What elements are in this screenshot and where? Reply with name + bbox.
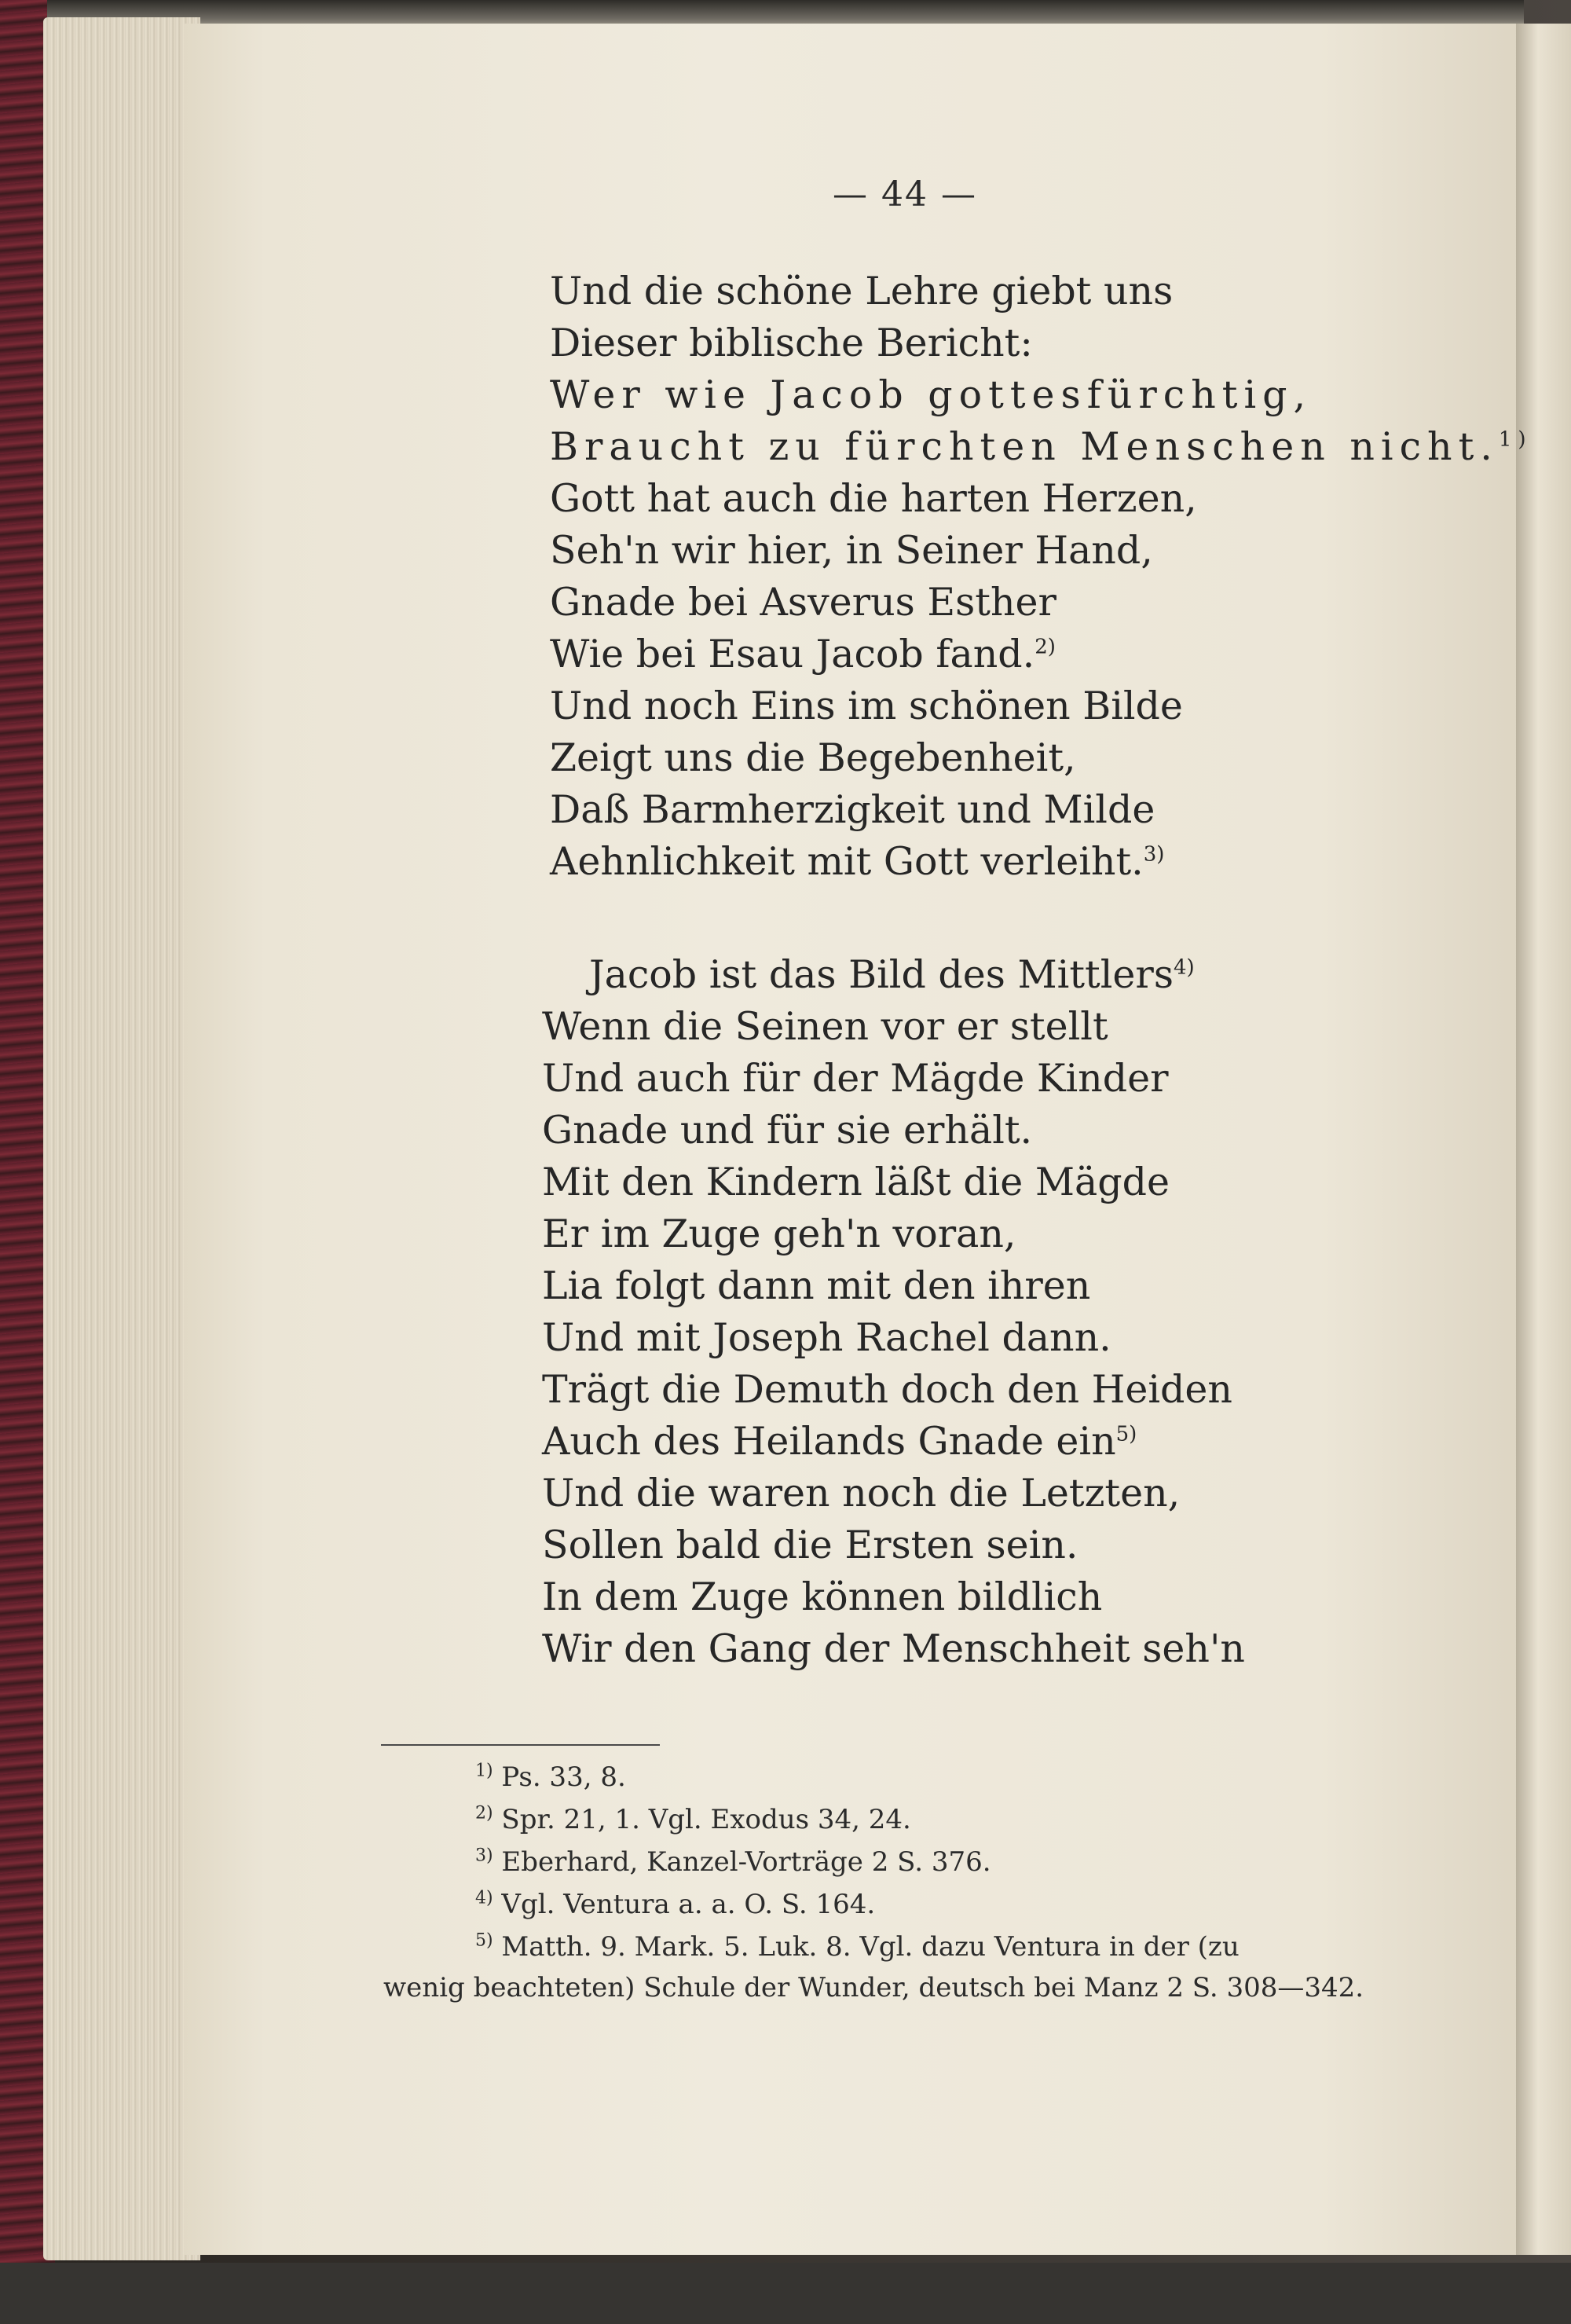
footnote-mark: 2)	[1035, 635, 1056, 659]
footnote-mark: 4)	[1173, 955, 1195, 980]
footnote: wenig beachteten) Schule der Wunder, deutsch bei Manz 2 S. 308—342.	[383, 1972, 1364, 2003]
poem-line: Gott hat auch die harten Herzen,	[550, 476, 1197, 521]
footnote: $^{5)}$ Matth. 9. Mark. 5. Luk. 8. Vgl. dazu Ventura in der (zu	[475, 1930, 1240, 1963]
poem-line: Er im Zuge geh'n voran,	[542, 1211, 1016, 1256]
footnote: $^{2)}$ Spr. 21, 1. Vgl. Exodus 34, 24.	[475, 1803, 911, 1835]
poem-line: Aehnlichkeit mit Gott verleiht.$^{3)}$	[550, 839, 1165, 884]
poem-line: Und noch Eins im schönen Bilde	[550, 684, 1183, 728]
poem-line: Zeigt uns die Begebenheit,	[550, 735, 1076, 780]
footnote-mark: 5)	[1115, 1422, 1137, 1446]
poem-line: Braucht zu fürchten Menschen nicht.$^{1)}$	[550, 424, 1533, 469]
footnote-mark: 1)	[1498, 427, 1533, 452]
poem-line: Und die schöne Lehre giebt uns	[550, 269, 1174, 313]
poem-line: In dem Zuge können bildlich	[542, 1574, 1103, 1619]
poem-line: Wie bei Esau Jacob fand.$^{2)}$	[550, 632, 1056, 676]
poem-line: Und auch für der Mägde Kinder	[542, 1056, 1169, 1101]
poem-line: Daß Barmherzigkeit und Milde	[550, 787, 1155, 832]
poem-line: Lia folgt dann mit den ihren	[542, 1263, 1091, 1308]
footnote: $^{4)}$ Vgl. Ventura a. a. O. S. 164.	[475, 1888, 876, 1920]
poem-line: Und die waren noch die Letzten,	[542, 1471, 1181, 1516]
poem-line: Auch des Heilands Gnade ein$^{5)}$	[542, 1419, 1137, 1464]
poem-line: Mit den Kindern läßt die Mägde	[542, 1160, 1170, 1204]
page-number: — 44 —	[833, 174, 977, 214]
poem-line: Wenn die Seinen vor er stellt	[542, 1004, 1108, 1049]
footnote: $^{3)}$ Eberhard, Kanzel-Vorträge 2 S. 376.	[475, 1846, 991, 1878]
poem-line: Wir den Gang der Menschheit seh'n	[542, 1626, 1245, 1671]
poem-line: Wer wie Jacob gottesfürchtig,	[550, 372, 1313, 417]
footnote: $^{1)}$ Ps. 33, 8.	[475, 1761, 626, 1793]
poem-line: Jacob ist das Bild des Mittlers$^{4)}$	[589, 952, 1195, 997]
poem-line: Trägt die Demuth doch den Heiden	[542, 1367, 1232, 1412]
poem-line: Sollen bald die Ersten sein.	[542, 1523, 1078, 1567]
poem-line: Seh'n wir hier, in Seiner Hand,	[550, 528, 1153, 573]
footnote-mark: 3)	[1143, 842, 1165, 867]
poem-line: Und mit Joseph Rachel dann.	[542, 1315, 1111, 1360]
poem-line: Gnade und für sie erhält.	[542, 1108, 1033, 1153]
poem-line: Gnade bei Asverus Esther	[550, 580, 1056, 625]
poem-line: Dieser biblische Bericht:	[550, 321, 1033, 365]
